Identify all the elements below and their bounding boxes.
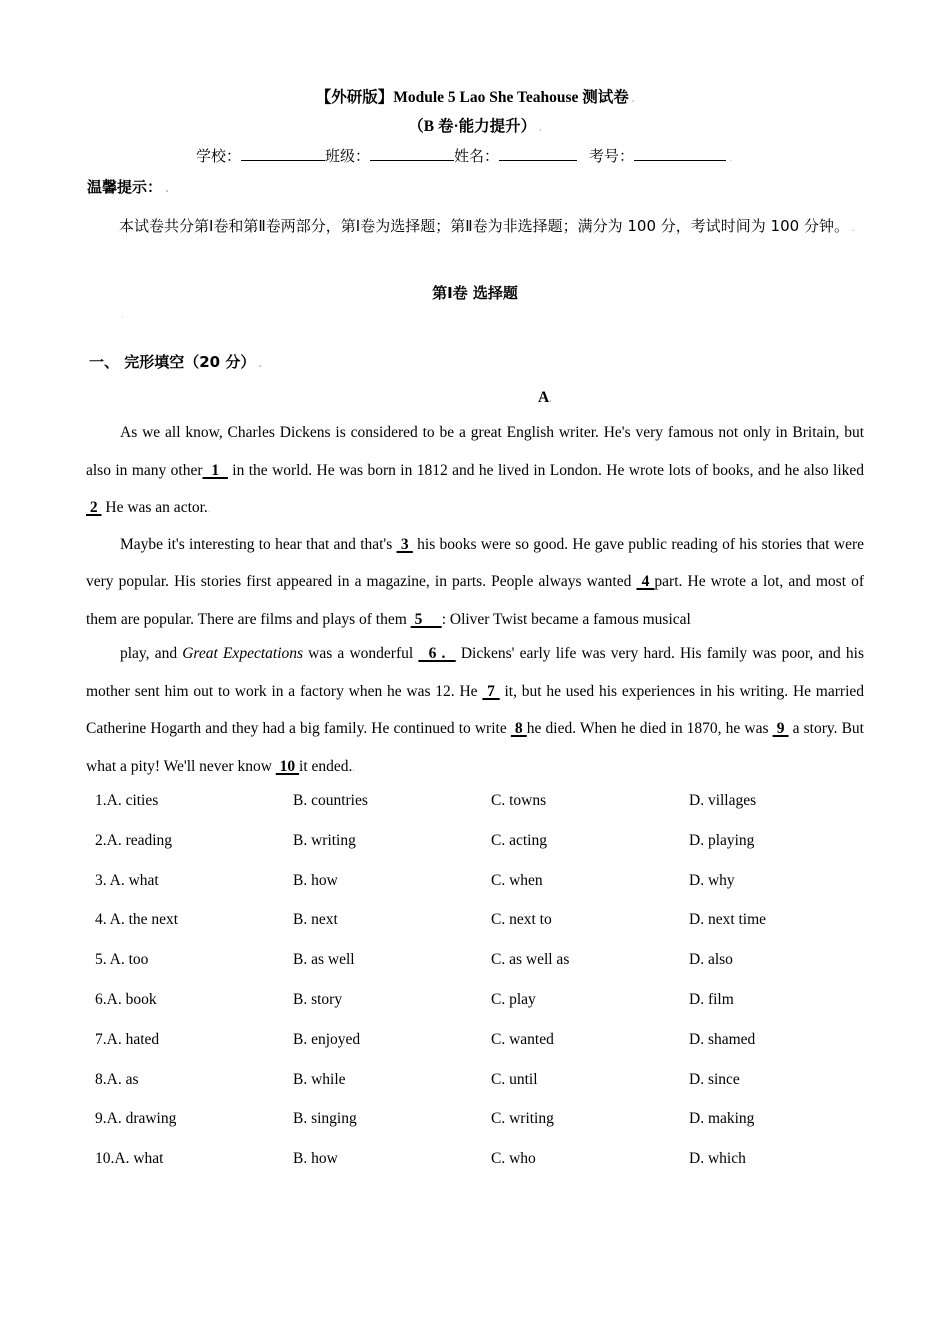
blank-gap[interactable]: 4	[636, 573, 655, 590]
blank-gap[interactable]: 7	[482, 682, 500, 700]
blank-gap[interactable]: 5	[410, 610, 442, 628]
passage-label	[538, 388, 552, 410]
blank-gap[interactable]: 6 .	[418, 645, 456, 662]
question-options-row	[95, 1150, 887, 1190]
passage-text: As we all know, Charles Dickens is considered to be a great English writer. He's very famous not only in Britain, but also in many other	[86, 424, 864, 479]
passage-text: it, but he used his experiences in his writing. He married Catherine Hogarth and they had a big family. He continued to write	[86, 682, 865, 737]
option-a[interactable]: 2.A. reading	[95, 831, 173, 849]
option-d[interactable]: D. why	[689, 871, 735, 889]
notice-text	[87, 208, 864, 247]
exam-number-label: 考号：	[589, 147, 635, 165]
option-a[interactable]: 1.A. cities	[95, 792, 159, 809]
option-b[interactable]: B. while	[293, 1070, 346, 1088]
exam-subtitle	[0, 116, 950, 140]
notice-label	[87, 176, 169, 201]
school-label: 学校：	[196, 147, 242, 165]
question-options-row	[95, 1031, 887, 1071]
student-info-line	[196, 145, 732, 170]
question-options-row	[95, 792, 887, 832]
option-d[interactable]: D. playing	[689, 831, 755, 849]
exam-subtitle-text: （B 卷·能力提升）	[408, 118, 537, 135]
option-c[interactable]: C. play	[491, 990, 536, 1008]
option-b[interactable]: B. how	[293, 871, 338, 889]
option-a[interactable]: 7.A. hated	[95, 1030, 160, 1048]
option-d[interactable]: D. since	[689, 1070, 740, 1088]
option-c[interactable]: C. when	[491, 871, 543, 889]
option-d[interactable]: D. next time	[689, 911, 767, 929]
option-a[interactable]: 5. A. too	[95, 951, 149, 969]
paragraph-mark: .	[207, 504, 211, 515]
option-a[interactable]: 10.A. what	[95, 1150, 164, 1168]
option-b[interactable]: B. as well	[293, 951, 355, 969]
option-c[interactable]: C. acting	[491, 831, 547, 849]
option-b[interactable]: B. next	[293, 911, 338, 929]
part-one-heading	[0, 282, 950, 304]
question-options-row	[95, 872, 887, 912]
option-b[interactable]: B. story	[293, 990, 343, 1008]
section-heading-text: 一、 完形填空（20 分）	[89, 353, 256, 371]
exam-number-blank[interactable]	[634, 146, 726, 161]
option-b[interactable]: B. how	[293, 1150, 338, 1168]
paragraph-mark: .	[352, 762, 355, 774]
paragraph-mark: ·	[121, 313, 124, 322]
option-a[interactable]: 4. A. the next	[95, 911, 179, 929]
passage-text: Dickens' early life was very hard. His family was poor, and his mother sent him out to work in a factory when he was 12. He	[86, 645, 864, 700]
notice-label-text: 温馨提示：	[87, 178, 163, 196]
option-b[interactable]: B. writing	[293, 831, 356, 849]
paragraph-mark: .	[729, 153, 733, 164]
option-c[interactable]: C. wanted	[491, 1030, 554, 1048]
option-d[interactable]: D. also	[689, 951, 733, 969]
passage-paragraph	[86, 635, 864, 787]
passage-text: he died. When he died in 1870, he was	[526, 720, 773, 737]
option-a[interactable]: 6.A. book	[95, 990, 157, 1008]
option-c[interactable]: C. writing	[491, 1110, 554, 1128]
option-b[interactable]: B. countries	[293, 792, 368, 809]
passage-text: it ended.	[299, 757, 353, 775]
name-label: 姓名：	[454, 147, 500, 165]
class-blank[interactable]	[370, 146, 454, 161]
section-heading-cloze	[89, 351, 262, 376]
question-options-row	[95, 951, 887, 991]
blank-gap[interactable]: 3	[396, 535, 413, 553]
notice-body: 本试卷共分第Ⅰ卷和第Ⅱ卷两部分，第Ⅰ卷为选择题；第Ⅱ卷为非选择题；满分为 100 分，考试时间为 100 分钟。	[119, 217, 849, 235]
question-options-row	[95, 991, 887, 1031]
name-blank[interactable]	[499, 146, 577, 161]
passage-text: in the world. He was born in 1812 and he lived in London. He wrote lots of books, and he also liked	[227, 461, 865, 479]
paragraph-mark: .	[258, 359, 263, 370]
option-c[interactable]: C. next to	[491, 911, 552, 929]
passage-text: Maybe it's interesting to hear that and that's	[120, 535, 397, 553]
answer-options-table	[95, 792, 887, 1190]
option-a[interactable]: 8.A. as	[95, 1070, 139, 1088]
blank-gap[interactable]: 2	[86, 499, 102, 516]
option-d[interactable]: D. shamed	[689, 1030, 756, 1048]
option-c[interactable]: C. as well as	[491, 951, 570, 969]
class-label: 班级：	[325, 147, 371, 165]
option-d[interactable]: D. villages	[689, 792, 757, 809]
passage-text: was a wonderful	[303, 645, 419, 662]
passage-text: a story. But what a pity! We'll never know	[86, 720, 864, 775]
passage-paragraph	[86, 414, 864, 529]
option-c[interactable]: C. until	[491, 1070, 538, 1088]
option-c[interactable]: C. towns	[491, 792, 547, 809]
school-blank[interactable]	[241, 146, 325, 161]
passage-text: : Oliver Twist became a famous musical	[441, 610, 691, 628]
option-b[interactable]: B. enjoyed	[293, 1030, 361, 1048]
option-a[interactable]: 9.A. drawing	[95, 1110, 177, 1128]
passage-label-text: A	[538, 389, 550, 406]
exam-title-text: 【外研版】Module 5 Lao She Teahouse 测试卷	[315, 89, 629, 106]
option-d[interactable]: D. film	[689, 990, 734, 1008]
option-a[interactable]: 3. A. what	[95, 871, 159, 889]
passage-text: He was an actor.	[101, 499, 208, 516]
blank-gap[interactable]: 10	[275, 757, 300, 775]
paragraph-mark: .	[539, 123, 542, 134]
option-c[interactable]: C. who	[491, 1150, 536, 1168]
passage-paragraph	[86, 526, 864, 639]
passage-text: part. He wrote a lot, and most of them are popular. There are films and plays of them	[86, 573, 865, 628]
paragraph-mark: .	[549, 394, 552, 405]
exam-title	[0, 87, 950, 111]
paragraph-mark: .	[165, 184, 169, 195]
question-options-row	[95, 1071, 887, 1111]
option-b[interactable]: B. singing	[293, 1110, 357, 1128]
part-one-heading-text: 第Ⅰ卷 选择题	[432, 284, 518, 302]
option-d[interactable]: D. which	[689, 1150, 746, 1168]
cloze-passage	[86, 414, 864, 787]
book-title-italic: Great Expectations	[182, 645, 304, 662]
blank-gap[interactable]: 9	[772, 720, 789, 737]
blank-gap[interactable]: 8	[510, 720, 527, 737]
question-options-row	[95, 911, 887, 951]
passage-text: his books were so good. He gave public reading of his stories that were very popular. His stories first appeared in a magazine, in parts. People always wanted	[86, 535, 865, 590]
question-options-row	[95, 832, 887, 872]
paragraph-mark: .	[631, 94, 635, 105]
option-d[interactable]: D. making	[689, 1110, 755, 1128]
blank-gap[interactable]: 1	[202, 461, 228, 479]
paragraph-mark: .	[851, 223, 855, 234]
question-options-row	[95, 1110, 887, 1150]
passage-text: play, and	[120, 645, 183, 662]
